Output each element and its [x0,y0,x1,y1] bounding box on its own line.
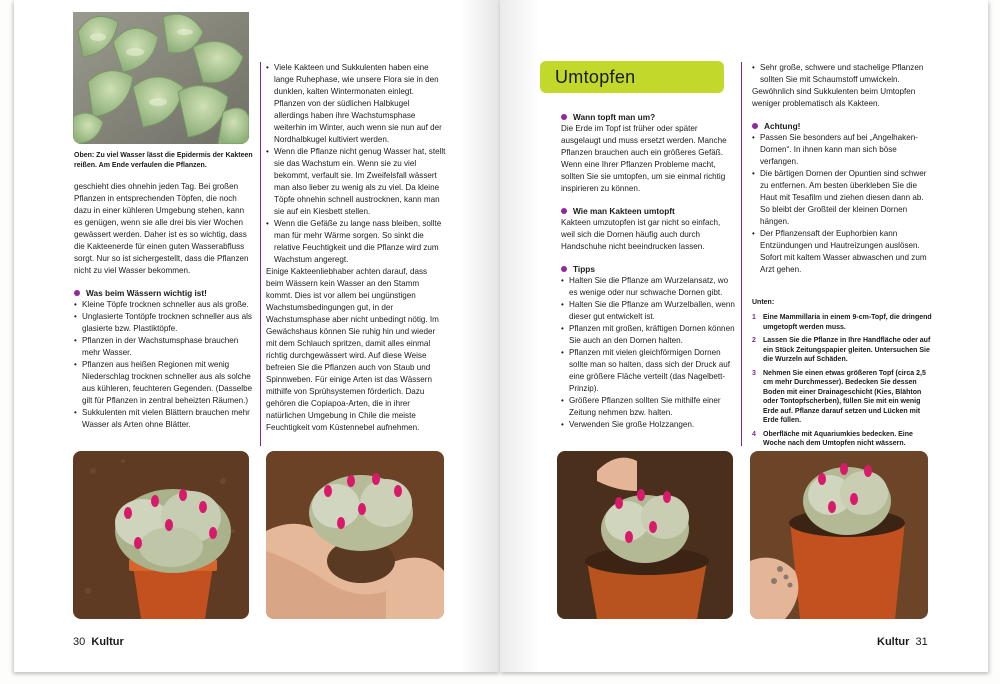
right-column-2 [752,62,934,276]
intro-paragraph: geschieht dies ohnehin jeden Tag. Bei großen Pflanzen in entsprechenden Töpfen, die noch dazu in einer kühleren Umgebung stehen, kann es genügen, wenn sie alle drei bis vier Wochen gewässert werden. Daher ist es so wichtig, dass die Kakteenerde für einen guten Wasserabfluss sorgt. Nur so ist sichergestellt, dass die Pflanzen nicht zu viel Wasser bekommen. [74,182,249,275]
watering-list [74,299,254,431]
section-paragraph: Kakteen umzutopfen ist gar nicht so einfach, weil sich die Dornen häufig auch durch Handschuhe nicht beeindrucken lassen. [561,218,721,251]
page-title: Umtopfen [555,67,636,87]
page-number-right: Kultur 31 [877,636,928,648]
watering-heading: Was beim Wässern wichtig ist! [74,287,254,299]
handling-list [752,62,934,86]
step-item: 1 Eine Mammillaria in einem 9-cm-Topf, die dringend umgetopft werden muss. [752,314,932,331]
list-item: • Passen Sie besonders auf bei „Angelhaken-Dornen“. In ihnen kann man sich böse verfangen. [752,132,934,168]
list-item: • Der Pflanzensaft der Euphorbien kann Entzündungen und Hautreizungen auslösen. Sofort mit kaltem Wasser abwaschen und zum Arzt gehen. [752,228,934,276]
step-item: 3 Nehmen Sie einen etwas größeren Topf (circa 2,5 cm mehr Durchmesser). Bedecken Sie dessen Boden mit einer Drainageschicht (Kies, Blähton oder Tontopfscherben), füllen Sie mit ein wenig Erde auf. Pflanze darauf setzen und Lücken mit Erde füllen. [752,369,926,424]
section-heading: Tipps [561,263,736,275]
page-number-left: 30 Kultur [73,636,124,648]
section-paragraph: Die Erde im Topf ist früher oder später ausgelaugt und muss ersetzt werden. Manche Pflanzen brauchen auch ein größeres Gefäß. Wenn eine Ihrer Pflanzen Probleme macht, sollten Sie sie umtopfen, um sie einmal richtig inspirieren zu können. [561,124,727,193]
list-item: • Die bärtigen Dornen der Opuntien sind schwer zu entfernen. Am besten überkleben Sie die Haut mit Tesafilm und ziehen diesen dann ab. So bleibt der Großteil der kleinen Dornen hängen. [752,168,934,228]
left-column-2 [266,62,446,434]
right-column-1 [561,111,736,431]
column-divider [260,62,261,446]
cactus-repotting-photo [557,451,733,619]
steps-label: Unten: [752,299,775,306]
step-item: 2 Lassen Sie die Pflanze in Ihre Handfläche oder auf ein Stück Zeitungspapier gleiten. Untersuchen Sie die Wurzeln auf Schäden. [752,337,931,363]
succulent-photo [73,12,249,144]
cactus-gravel-photo [750,451,928,619]
section-heading: Wann topft man um? [561,111,736,123]
list-item: • Pflanzen aus heißen Regionen mit wenig Niederschlag trocknen schneller aus als solche aus kühleren, feuchteren Gegenden. (Dasselbe gilt für Pflanzen in zentral beheizten Räumen.) [74,359,254,407]
body-paragraph: Einige Kakteenliebhaber achten darauf, dass beim Wässern kein Wasser an den Stamm kommt. Dies ist vor allem bei ungünstigen Wachstumsbedingungen gut, in der Wachstumsphase aber nicht unbedingt nötig. Im Gewächshaus können Sie ruhig hin und wieder mit dem Schlauch spritzen, damit alles einmal richtig durchgewässert wird. Auf diese Weise befreien Sie die Pflanzen auch von Staub und Spinnweben. Für einige Arten ist das Wässern mithilfe von Sprühsystemen förderlich. Dazu gehören die Copiapoa-Arten, die in ihrer natürlichen Umgebung in Chile die meiste Feuchtigkeit vom Küstennebel aufnehmen. [266,267,439,432]
section-heading: Wie man Kakteen umtopft [561,205,736,217]
list-item: • Sehr große, schwere und stachelige Pflanzen sollten Sie mit Schaumstoff umwickeln. [752,62,934,86]
list-item: • Verwenden Sie große Holzzangen. [561,419,736,431]
list-item: • Pflanzen mit vielen gleichförmigen Dornen sollte man so halten, dass sich der Druck auf eine größere Fläche verteilt (das Nagelbett-Prinzip). [561,347,736,395]
list-item: • Pflanzen in der Wachstumsphase brauchen mehr Wasser. [74,335,254,359]
steps-list [752,313,932,453]
step-item: 4 Oberfläche mit Aquariumkies bedecken. Eine Woche nach dem Umtopfen nicht wässern. [752,430,913,447]
list-item: • Kleine Töpfe trocknen schneller aus als große. [74,299,254,311]
warning-heading: Achtung! [752,120,934,132]
heading-dot-icon [752,123,758,129]
cactus-in-hand-photo [266,451,444,619]
list-item: • Pflanzen mit großen, kräftigen Dornen können Sie auch an den Dornen halten. [561,323,736,347]
list-item: • Halten Sie die Pflanze am Wurzelballen, wenn dieser gut entwickelt ist. [561,299,736,323]
list-item: • Wenn die Gefäße zu lange nass bleiben, sollte man für mehr Wärme sorgen. So sinkt die relative Feuchtigkeit und die Pflanze wird zum Wachstum angeregt. [266,218,446,266]
list-item: • Viele Kakteen und Sukkulenten haben eine lange Ruhephase, wie unsere Flora sie in den dunklen, kalten Wintermonaten einlegt. Pflanzen von der südlichen Halbkugel allerdings haben ihre Wachstumsphase weiterhin im Winter, auch wenn sie nun auf der Nordhalbkugel kultiviert werden. [266,62,446,146]
warning-list [752,132,934,276]
heading-dot-icon [561,266,567,272]
list-item: • Größere Pflanzen sollten Sie mithilfe einer Zeitung nehmen bzw. halten. [561,395,736,419]
heading-dot-icon [561,114,567,120]
heading-dot-icon [561,208,567,214]
left-column-1 [74,181,254,431]
list-item: • Wenn die Pflanze nicht genug Wasser hat, stellt sie das Wachstum ein. Wenn sie zu viel bekommt, verfault sie. Im Zweifelsfall wässert man also lieber zu wenig als zu viel. Da kleine Töpfe ohnehin schnell austrocknen, kann man sie auf ein Kiesbett stellen. [266,146,446,218]
list-item: • Halten Sie die Pflanze am Wurzelansatz, wo es wenige oder nur schwache Dornen gibt. [561,275,736,299]
dormancy-list [266,62,446,266]
heading-dot-icon [74,290,80,296]
cactus-in-pot-photo [73,451,249,619]
body-paragraph: Gewöhnlich sind Sukkulenten beim Umtopfen weniger problematisch als Kakteen. [752,87,916,108]
list-item: • Sukkulenten mit vielen Blättern brauchen mehr Wasser als Arten ohne Blätter. [74,407,254,431]
column-divider [741,62,742,446]
list-item: • Unglasierte Tontöpfe trocknen schneller aus als glasierte bzw. Plastiktöpfe. [74,311,254,335]
tips-list [561,275,736,431]
photo-caption: Oben: Zu viel Wasser lässt die Epidermis der Kakteen reißen. Am Ende verfaulen die Pflanzen. [74,152,253,169]
